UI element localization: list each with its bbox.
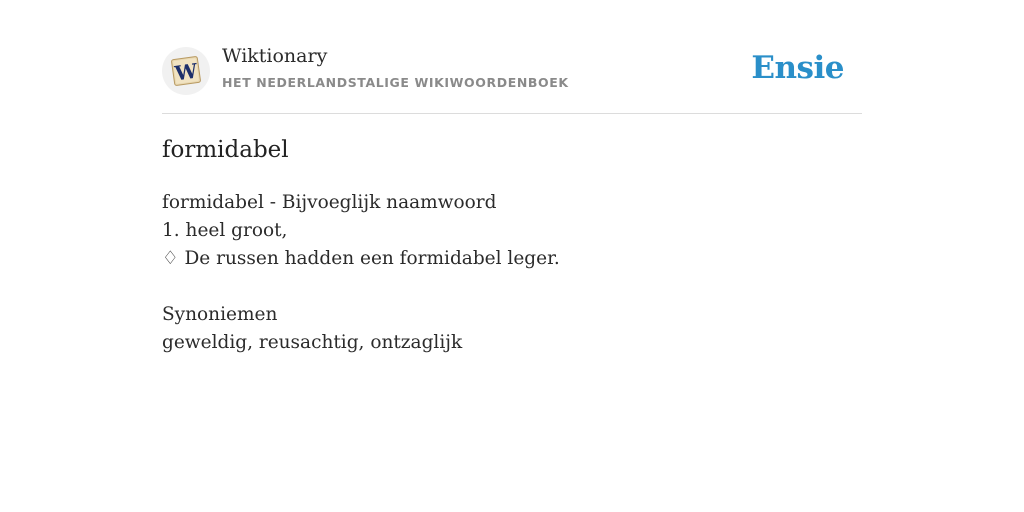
entry-definition: 1. heel groot,: [162, 220, 288, 241]
logo-letter: W: [173, 58, 199, 86]
page-title: formidabel: [162, 137, 289, 163]
site-tagline: HET NEDERLANDSTALIGE WIKIWOORDENBOEK: [222, 75, 569, 90]
site-header: [162, 0, 862, 114]
content-spacer: [162, 273, 560, 301]
wiktionary-tile-icon: [166, 51, 206, 91]
wiktionary-logo-icon[interactable]: [162, 47, 210, 95]
page-container: [162, 0, 862, 353]
synonyms-list: geweldig, reusachtig, ontzaglijk: [162, 332, 463, 353]
ensie-brand-link[interactable]: Ensie: [751, 50, 844, 86]
entry-example: ♢ De russen hadden een formidabel leger.: [162, 248, 560, 269]
entry-heading: formidabel - Bijvoeglijk naamwoord: [162, 192, 497, 213]
entry-content: [162, 189, 560, 357]
synonyms-label: Synoniemen: [162, 304, 278, 325]
site-name[interactable]: Wiktionary: [222, 45, 328, 67]
